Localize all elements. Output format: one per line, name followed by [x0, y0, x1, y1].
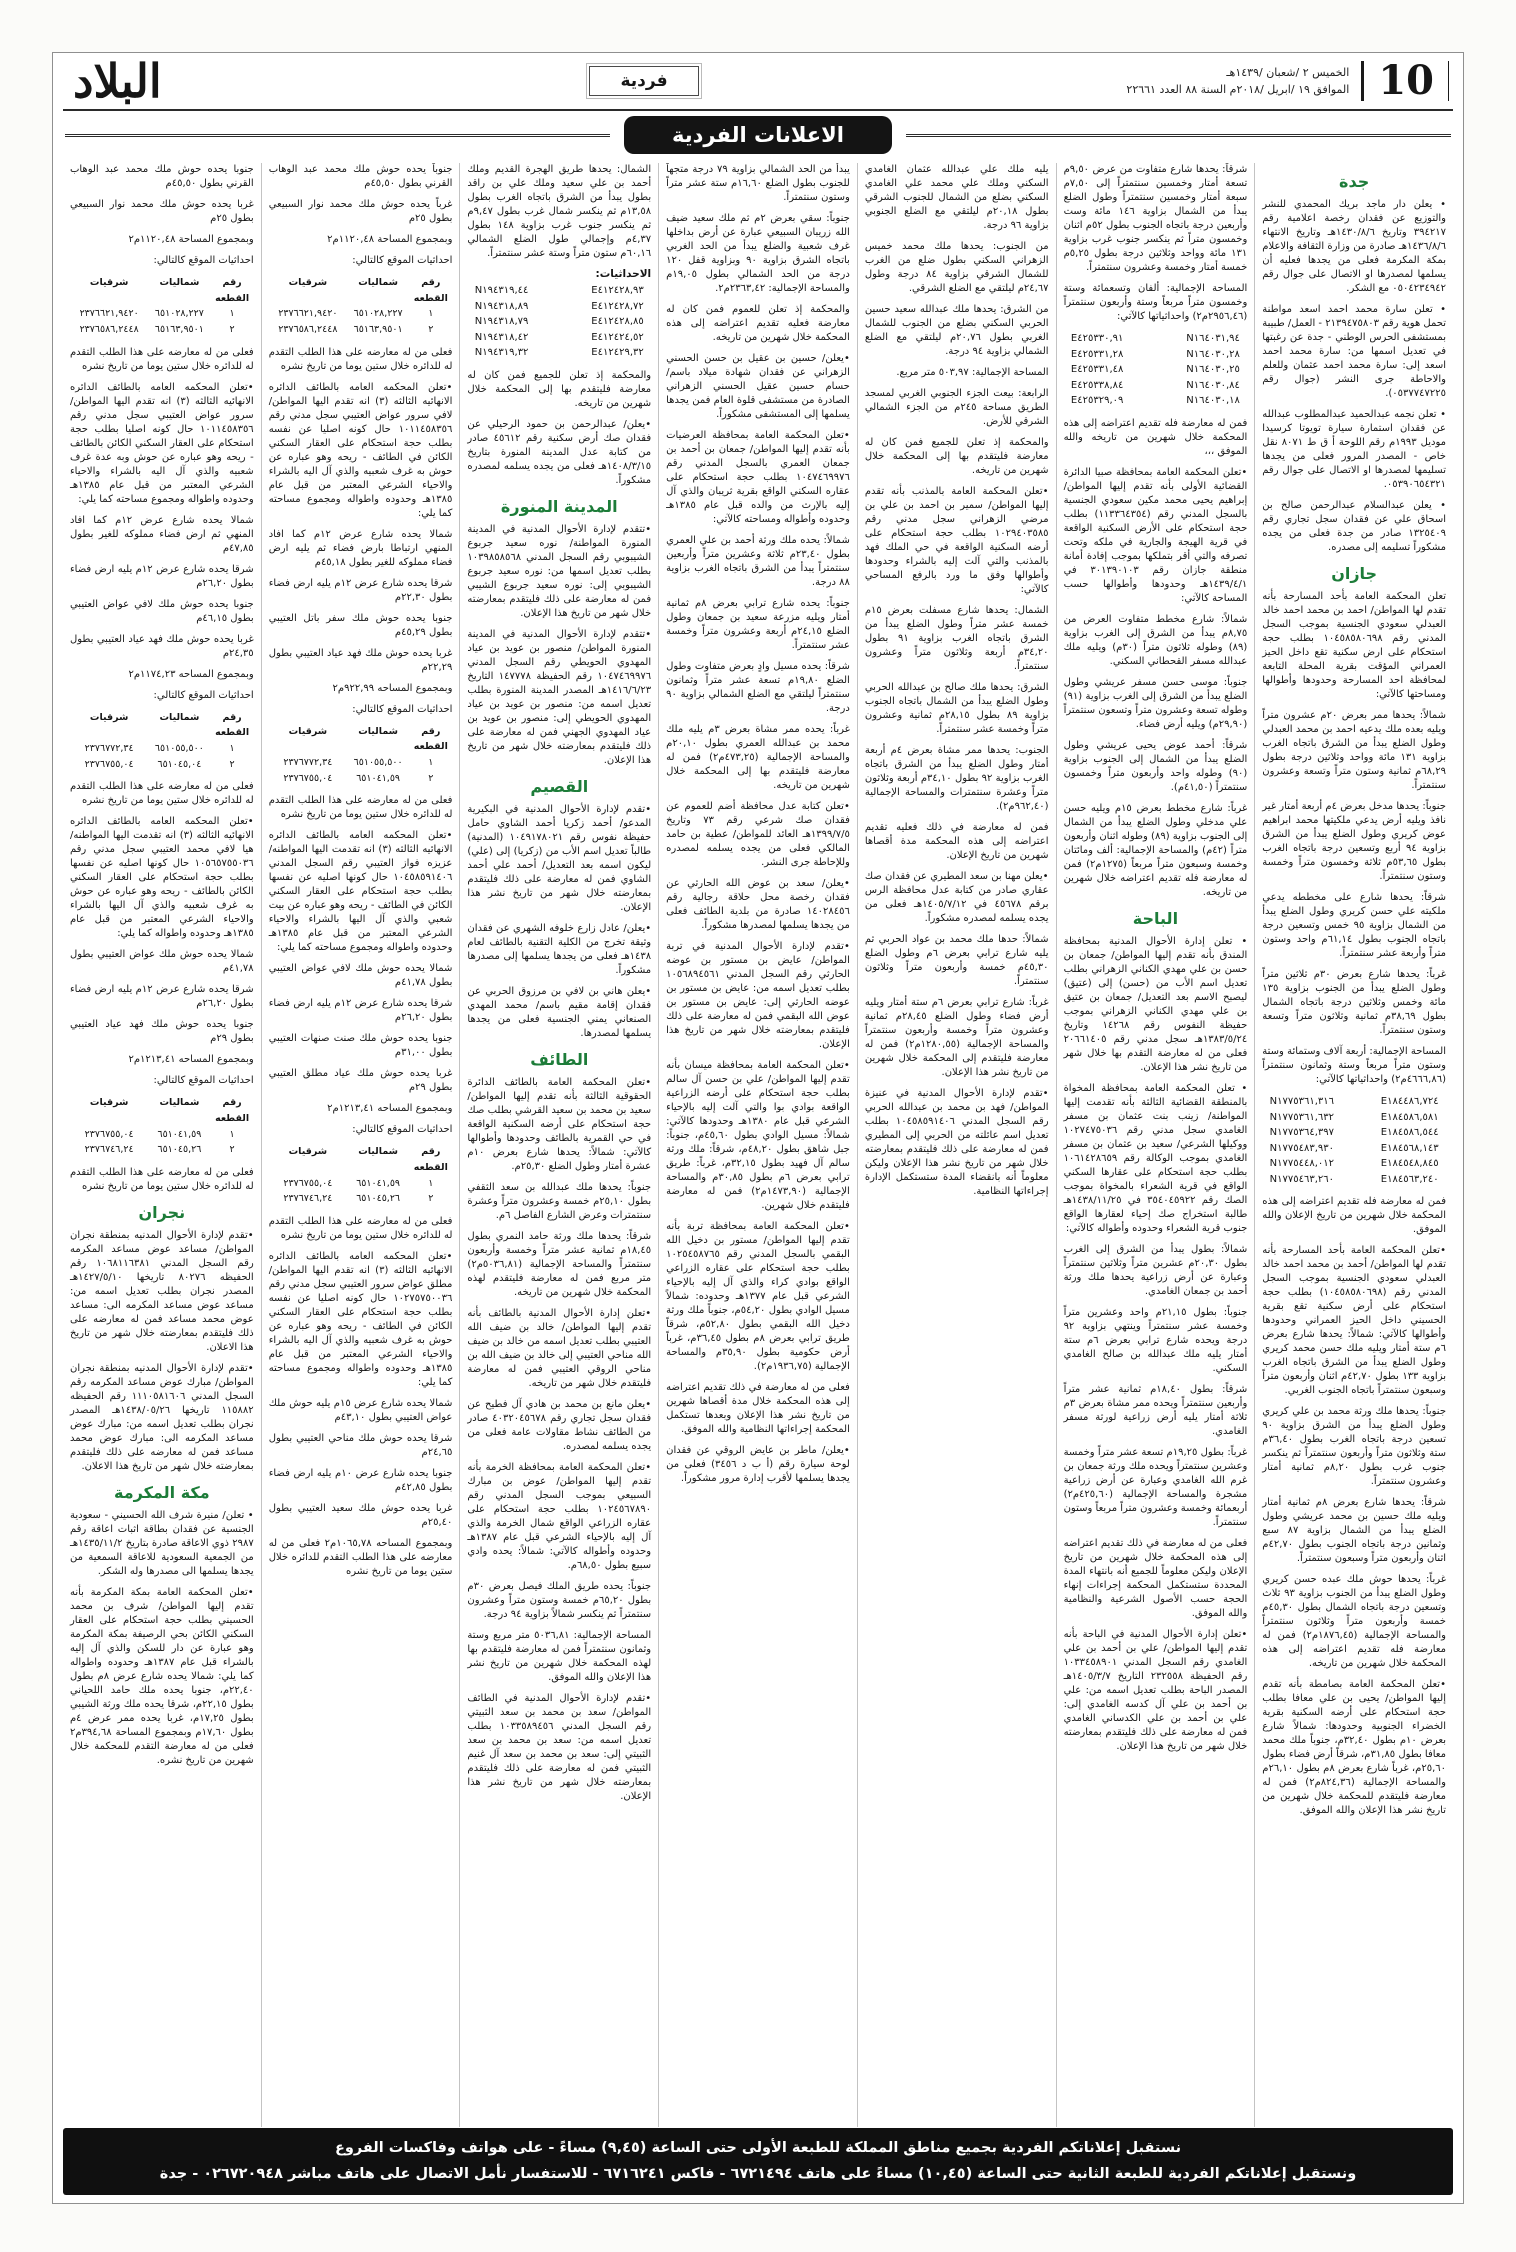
plot-table-cell: ٢ [428, 324, 434, 336]
ad-paragraph: جنوباً: يحدها مدخل بعرض ٤م أربعة أمتار غير نافذ ويليه أرض يدعي ملكيتها محمد ابراهيم عوض كريري وطول الضلع يبدأ من الشرق بزاوية ٩٤ أربع وتسعين درجة باتجاه الغرب بطول ٥٣,٦٥م ثلاثة وخمسون متراً وخمسة وستون سنتمتراً. [1262, 801, 1446, 882]
plot-coordinates-table [271, 724, 451, 787]
ad-paragraph: غرباً يحده حوش ملك محمد نوار السبيعي بطول ٢٥م [268, 199, 453, 224]
ad-paragraph: والمحكمة إذ تعلن للعموم فمن كان له معارضة فعليه تقديم اعتراضه إلى هذه المحكمة خلال شهرين من تاريخه. [666, 304, 850, 343]
ad-paragraph: شمالا يحده حوش ملك لافي عواض العتيبي بطول ٤١,٧٨م [268, 963, 453, 989]
ad-paragraph: وبمجموع المساحة ١١٢٠,٤٨م٢ [128, 234, 254, 245]
ad-paragraph: •يعلن هاني بن لافي بن مرزوق الحربي عن فقدان إقامة مقيم باسم/ محمد المهدي الصنعاني يمني الجنسية فعلى من يجدها يسلمها لمصدرها. [467, 985, 652, 1039]
ad-paragraph: فمن له معارضة فله تقديم اعتراضه إلى هذه المحكمة خلال شهرين من تاريخه والله الموفق ،،، [1063, 417, 1248, 457]
plot-table-row [72, 1142, 252, 1158]
section-heading: جدة [1339, 172, 1370, 191]
plot-table-cell: ٢٣٧٦٧٥٥,٠٤ [283, 772, 333, 784]
ad-paragraph: •تعلن المحكمه العامه بالطائف الدائره الانهائيه الثالثه (٣) انه تقدم اليها المواطن/ مطلق عواض سرور العتيبي سجل مدني رقم ١٠٢٧٥٧٥٠٠٣٦ حال كونه اصليا عن نفسه بطلب حجة استحكام على العقار السكني الكائن في الطائف - ريحه وهو عباره عن حوش به غرف شعبيه والذي آل اليه بالشراء والاحياء الشرعي المعتبر من قبل عام ١٣٨٥هـ وحدوده واطواله ومجموع مساحته كما يلي: [268, 1251, 453, 1389]
ad-paragraph: •تقدم لإدارة الأحوال المدنية في الطائف المواطن/ سعد بن محمد بن سعد الثبيتي رقم السجل المدني ١٠٣٣٥٨٩٤٥٦ بطلب تعديل اسمه من: سعد بن محمد بن سعد الثبيتي إلى: سعد بن محمد بن سعد آل غنيم الثبيتي فمن له معارضة على ذلك فليتقدم بمعارضته خلال شهر من تاريخ نشر هذا الإعلان. [467, 1692, 652, 1802]
plot-table-row [72, 741, 252, 757]
ad-paragraph: المساحة الإجمالية: ٥٠٣٦,٨١ متر مربع وستة وثمانون سنتمتراً فمن له معارضة فليتقدم بها لهذه المحكمة خلال شهرين من تاريخ نشر هذا الإعلان والله الموفق. [467, 1629, 652, 1683]
ad-paragraph: شرقا يحده شارع عرض ١٢م يليه ارض فضاء بطول ٢٦,٢٠م [69, 563, 254, 589]
ad-paragraph: غربا يحده حوش ملك عياد مطلق العتيبي بطول ٢٩م [268, 1068, 453, 1094]
coordinates-row [475, 299, 644, 315]
coordinate-value: E١٨٤٥٨٦,٥٤٤ [1380, 1127, 1439, 1138]
plot-table-header [72, 275, 252, 306]
ad-paragraph: غرباً: يحدها شارع بعرض ٣٠م ثلاثين متراً وطول الضلع يبدأ من الجنوب بزاوية ١٣٥ مائة وخمس وثلاثين درجة باتجاه الشمال بطول ٣٨,٦٩م ثمانية وثلاثون متراً وتسعة وستون سنتمتراً. [1262, 969, 1446, 1036]
plot-table-cell: ٢٣٧٦٧٥٥,٠٤ [283, 1177, 333, 1189]
coordinates-table [475, 283, 644, 361]
ad-paragraph: جنوباً: يحدها ملك ورثة محمد بن علي كريري وطول الضلع يبدأ من الشرق بزاوية ٩٠ تسعين درجة باتجاه الغرب بطول ٣٦,٤٠م ستة وثلاثون متراً وأربعون سنتمتراً ثم ينكسر جنوب غرب بطول ٨,٢٠م ثمانية أمتار وعشرون سنتمتراً. [1262, 1406, 1446, 1487]
plot-table-cell: ٢ [428, 772, 434, 784]
plot-coordinates-table [271, 1144, 451, 1207]
column-6 [262, 163, 461, 2127]
coordinate-value: E٤٢٥٣٣١,٢٨ [1070, 348, 1124, 360]
coordinate-value: E٤٢٥٣٣١,٤٨ [1070, 364, 1124, 375]
ad-paragraph: فعلى من له معارضه على هذا الطلب التقدم له للدائره خلال ستين يوما من تاريخ نشره [268, 795, 453, 821]
plot-table-cell: ٦٥١٠٥٥,٥٠٠ [353, 757, 403, 769]
ad-paragraph: شرقا يحده حوش ملك مناحي العتيبي بطول ٢٤,٦٥م [268, 1433, 453, 1459]
ad-paragraph: شرقاً: يحدها شارع بعرض ٨م ثمانية أمتار ويليه ملك حسين بن محمد عريشي وطول الضلع يبدأ من الشمال بزاوية ٨٧ سبع وثمانين درجة باتجاه الجنوب بطول ٤٢,٧٠م اثنان وأربعون متراً وسبعون سنتمتراً. [1262, 1497, 1446, 1564]
section-heading: نجران [138, 1203, 186, 1223]
plot-table-header-cell: شرقيات [288, 1146, 328, 1158]
ad-paragraph: •تعلن المحكمة العامة بمحافظة ميسان بأنه تقدم إليها المواطن/ علي بن حسن آل سالم بطلب حجة استحكام على أرضه الزراعية الواقعة بوادي بوا والتي آلت إليه بالإحياء الشرعي قبل عام ١٣٨٠هـ وحدودها كالآتي: شمالاً: مسيل الوادي بطول ٤٥,٦٠م، جنوباً: جبل شاهق بطول ٤٨,٢٠م، شرقاً: ملك ورثة سالم آل فهيد بطول ٣٢,١٥م، غرباً: طريق ترابي بعرض ٦م بطول ٣٠,٨٥م والمساحة الإجمالية (١٤٧٣,٩٠م٢) فمن له معارضة فليتقدم خلال شهرين. [666, 1060, 850, 1211]
plot-table-cell: ٦٥١٠٢٨,٢٢٧ [353, 308, 403, 320]
ad-paragraph: شمالاً: يحده ملك ورثة أحمد بن علي العمري بطول ٢٣,٤٠م ثلاثة وعشرين متراً وأربعين سنتمتراً يبدأ من الشرق باتجاه الغرب بزاوية ٨٨ درجة. [666, 535, 850, 588]
plot-table-cell: ١ [428, 757, 434, 769]
coordinates-row [475, 283, 644, 299]
ad-paragraph: شمالا يحده شارع عرض ١٢م كما افاد المنهي ارتباطا بارض فضاء ثم يليه ارض فضاء مملوكه للغير بطول ٤٥,١٨م [268, 528, 453, 568]
plot-table-header-cell: رقم القطعه [215, 711, 250, 739]
page-title-banner: الاعلانات الفردية [624, 116, 892, 154]
plot-table-row [271, 1191, 451, 1207]
plot-table-cell: ١ [428, 308, 434, 320]
coordinate-value: E١٨٤٥٨٦,٥٨١ [1380, 1111, 1439, 1123]
ad-paragraph: احداثيات الموقع كالتالي: [153, 1075, 254, 1087]
ad-paragraph: فعلى من له معارضة في ذلك تقديم اعتراضه إلى هذه المحكمة خلال شهرين من تاريخ الإعلان وليكن معلوماً للجميع أنه بانتهاء المدة المحددة ستستكمل المحكمة إجراءات إنهاء الحجة حسب الأصول الشرعية والنظامية والله الموفق. [1063, 1537, 1248, 1619]
coordinate-value: E٤١٢٤٢٨,٧٢ [591, 300, 644, 312]
ad-paragraph: احداثيات الموقع كالتالي: [352, 703, 453, 715]
ad-paragraph: الشرق: يحدها ملك صالح بن عبدالله الحربي وطول الضلع يبدأ من الشمال باتجاه الجنوب بزاوية ٨٩ بطول ٢٨,١٥م ثمانية وعشرون متراً وخمسة عشر سنتمتراً. [864, 682, 1049, 735]
ad-paragraph: غربا يحده حوش ملك سعيد العتيبي بطول ٢٥,٤٠م [268, 1503, 453, 1529]
coordinates-row [1071, 378, 1240, 394]
section-heading: جازان [1331, 564, 1378, 583]
plot-table-header-cell: رقم القطعه [413, 277, 448, 304]
ad-paragraph: غربا يحده حوش ملك فهد عياد العتيبي بطول ٢٤,٣٥م [69, 633, 254, 659]
plot-table-header-cell: شماليات [358, 1146, 399, 1158]
plot-coordinates-table [271, 275, 451, 338]
footer-line2: ونستقبل إعلاناتكم الفردية للطبعة الثانية حتى الساعة (١٠,٤٥) مساءً على هاتف ٦٧٢١٤٩٤ - فاكس ٦٧١٦٢٤١ - للاستفسار نأمل الاتصال على هاتف مباشر ٠٢٦٧٢٠٩٤٨ - جدة [159, 2165, 1357, 2182]
ad-paragraph: •تقدم لإدارة الأحوال المدنيه بمنطقة نجران المواطن/ مبارك عوض مساعد المكرمه رقم السجل المدني ١١١٠٥٨١٦٠٦ رقم الحفيظه ١١٥٨٨٢ تاريخها ١٤٣٨/٠٥/٢٦هـ المصدر نجران بطلب تعديل اسمه من: مبارك عوض مساعد المكرمه الى: مبارك عوض محمد مساعد فمن له معارضه على ذلك فليتقدم بمعارضته خلال شهر من تاريخ هذا الاعلان. [69, 1363, 254, 1473]
plot-table-cell: ١ [229, 743, 235, 755]
plot-table-header-cell: شماليات [358, 277, 399, 288]
plot-table-cell: ٢٣٧٦٦٢١,٩٤٢٠ [79, 308, 139, 320]
ad-paragraph: •تعلن المحكمه العامه بالطائف الدائره الانهائيه الثالثه (٣) انه تقدم اليها المواطن/ سرور عواض العتيبي سجل مدني رقم ١٠١١٤٥٨٣٥٦ حال كونه اصليا بطلب حجة استحكام على العقار السكني الكائن بالطائف - ريحه وهو عباره عن حوش وبه عدة غرف شعبيه والذي آل اليه بالشراء والاحياء الشرعي المعتبر من قبل عام ١٣٨٥هـ وحدوده واطواله ومجموع مساحته كما يلي: [69, 381, 254, 505]
ad-paragraph: احداثيات الموقع كالتالي: [352, 1124, 453, 1136]
plot-table-cell: ٢٣٧٦٧٧٢,٣٤ [84, 743, 134, 755]
plot-table-cell: ٢ [229, 324, 235, 336]
plot-table-cell: ٢٣٧٦٥٨٦,٢٤٤٨ [79, 324, 139, 336]
column-5 [460, 163, 659, 2127]
coordinate-value: N١٧٧٥٣٦٤,٣٩٧ [1269, 1127, 1335, 1138]
page-frame [52, 52, 1464, 2204]
ad-paragraph: • تعلن إدارة الأحوال المدنية بمحافظة المندق بأنه تقدم إليها المواطن/ جمعان بن حسن بن علي مهدي الكناني الزهراني بطلب تعديل اسم الأب من (حسن) إلى (عتيق) ليصبح الاسم بعد التعديل/ جمعان بن عتيق بن علي مهدي الكناني الزهراني بموجب حفيظة النفوس رقم ١٤٢٦٨ وتاريخ ١٣٨٣/٥/٢٤هـ سجل مدني رقم ٢٠٦٦١٤٠٥ فعلى من له معارضة التقدم بها خلال شهر من تاريخ نشر هذا الإعلان. [1063, 935, 1248, 1073]
coordinates-row [1270, 1141, 1439, 1157]
ad-paragraph: جنوبا يحده حوش ملك لافي عواض العتيبي بطول ٤٦,١٥م [69, 598, 254, 624]
section-heading: الباحة [1132, 908, 1179, 928]
ad-paragraph: شمالا يحده شارع عرض ١٥م يليه حوش ملك عواض العتيبي بطول ٤٣,١٠م [268, 1398, 453, 1424]
ad-paragraph: شمالاً: يحدها ممر بعرض ٢٠م عشرون متراً ويليه بعده ملك يدعيه احمد بن محمد العبدلي وطول الضلع يبدأ من الشرق باتجاه الغرب بزاوية ١٣١ مائة وواحد وثلاثين درجة بطول ٦٨,٢٩م ثمانية وستون متراً وتسعة وعشرون سنتمتراً. [1262, 710, 1447, 791]
ad-paragraph: جنوباً: بطول ٢١,١٥م واحد وعشرين متراً وخمسة عشر سنتمتراً وينتهي بزاوية ٩٢ درجة ويحده شارع ترابي بعرض ٦م ستة أمتار يليه ملك عبدالله بن صالح الغامدي السكني. [1063, 1306, 1248, 1374]
ad-paragraph: من الجنوب: يحدها ملك محمد خميس الزهراني السكني بطول ضلع من الغرب للشمال الشرقي بزاوية ٨٤ درجة وطول ٢٤,٦٧م ليلتقي مع الضلع الشرقي. [864, 241, 1049, 294]
coordinates-row [1270, 1172, 1439, 1188]
ad-paragraph: وبمجموع المساحه ١٠٦٥,٧٨م٢ فعلى من له معارضه على هذا الطلب التقدم للدائره خلال ستين يوما من تاريخ نشره [268, 1538, 453, 1578]
coordinates-row [1071, 347, 1240, 363]
coordinates-row [475, 345, 644, 361]
ad-paragraph: • يعلن عبدالسلام عبدالرحمن صالح بن اسحاق علي عن فقدان سجل تجاري رقم ١٣٢٥٤٠٩ صادر من جدة فعلى من يجده مشكوراً تسليمه إلى مصدره. [1262, 500, 1446, 553]
section-heading: القصيم [530, 776, 589, 796]
plot-table-header-cell: رقم القطعه [215, 1097, 250, 1125]
ad-paragraph: غربا يحده حوش ملك فهد عياد العتيبي بطول ٢٢,٢٩م [268, 647, 453, 673]
coordinate-value: E٤٢٥٣٣٠,٩١ [1070, 333, 1124, 344]
coordinate-value: E١٨٤٥٦٣,٢٤٠ [1380, 1173, 1439, 1185]
plot-table-header-cell: شرقيات [89, 711, 129, 723]
ad-paragraph: غرباً: يحده ممر مشاة بعرض ٣م يليه ملك محمد بن عبدالله العمري بطول ٢٠,١٠م والمساحة الإجمالية (٤٧٣,٢٥م٢) فمن له معارضة فليتقدم بها إلى المحكمة خلال شهرين من تاريخه. [666, 724, 850, 791]
ad-paragraph: والمحكمة إذ تعلن للجميع فمن كان له معارضة فليتقدم بها إلى المحكمة خلال شهرين من تاريخه. [864, 437, 1049, 476]
plot-table-cell: ٦٥١٠٤٥,٠٤ [157, 758, 202, 770]
ad-paragraph: المساحة الإجمالية: أربعة آلاف وستمائة وستة وستون متراً مربعاً وستة وثمانون سنتمتراً (٤٦٦٦,٨٦م٢) واحداثياتها كالآتي: [1262, 1046, 1446, 1085]
ad-paragraph: •يعلن/ سعد بن عوض الله الحارثي عن فقدان رخصة محل حلاقة رجالية رقم ١٤٠٢٨٤٥٦ صادرة من بلدية الطائف فعلى من يجدها يسلمها لمصدرها مشكوراً. [666, 878, 850, 931]
coordinate-value: E٤٢٥٣٣٨,٨٤ [1070, 379, 1124, 391]
ad-paragraph: شمالاً: شارع مخطط متفاوت العرض من ٨,٧٥م يبدأ من الشرق إلى الغرب بزاوية (٨٩) وطوله ثلاثون متراً (٣٠م) ويليه ملك عبدالله مسفر القحطاني السكني. [1063, 613, 1248, 667]
coordinates-row [1071, 362, 1240, 378]
date-line: الخميس ٢ /شعبان /١٤٣٩هـ [1226, 65, 1350, 79]
ad-paragraph: •تقدم لإدارة الأحوال المدنية في البكيرية المدعو/ أحمد زكريا أحمد الشاوي حامل حفيظة نفوس رقم ١٠٤٩١٧٨٠٢١ (المدنية) طالباً تعديل اسم الأب من (زكريا) إلى (علي) ليكون اسمه بعد التعديل/ أحمد علي أحمد الشاوي فمن له معارضة على ذلك فليتقدم بمعارضته خلال شهر من تاريخ نشر هذا الإعلان. [467, 803, 652, 913]
coordinate-value: E١٨٤٥٤٨,٨٤٥ [1380, 1158, 1439, 1169]
ad-paragraph: جنوبا يحده حوش ملك صنت صنهات العتيبي بطول ٣١,٠٠م [268, 1033, 453, 1059]
coordinates-table [1071, 331, 1240, 409]
plot-table-header-cell: شماليات [159, 711, 200, 723]
ad-paragraph: وبمجموع المساحه ٩٢٢,٩٩م٢ [332, 682, 453, 694]
plot-table-header-cell: شماليات [358, 725, 399, 737]
plot-table-cell: ٢٣٧٦٧٤٦,٢٤ [283, 1193, 333, 1205]
banner-rule-left [65, 134, 610, 137]
ad-paragraph: •يعلن/ عادل زارع خلوفه الشهري عن فقدان وثيقة تخرج من الكلية التقنية بالطائف لعام ١٤٣٨هـ فعلى من يجدها يسلمها إلى مصدرها مشكوراً. [467, 922, 652, 976]
coordinate-value: N١٧٧٥٤٤٨,٠١٢ [1269, 1158, 1335, 1169]
ad-paragraph: •تتقدم لإدارة الأحوال المدنية في المدينة المنورة المواطن/ منصور بن عويد بن عياد المهدوي الحويطي رقم السجل المدني ١٠٤٧٤٦٩٩٧٦ رقم الحفيظة ١٤٧٧٧٨ التاريخ ١٤١٦/٦/٢٣هـ المصدر المدينة المنورة بطلب تعديل اسمه من: منصور بن عويد بن عياد المهدوي الحويطي إلى: منصور بن عويد بن عياد المهدوي الجهني فمن له معارضة على ذلك فليتقدم بمعارضته خلال شهر من تاريخ هذا الإعلان. [467, 628, 652, 766]
ad-paragraph: •تعلن إدارة الأحوال المدنية بالطائف بأنه تقدم إليها المواطن/ خالد بن ضيف الله العتيبي بطلب تعديل اسمه من خالد بن ضيف الله مناحي العتيبي إلى خالد بن ضيف الله بن مناحي الروقي العتيبي فمن له معارضة فليتقدم خلال شهر من تاريخه. [467, 1307, 652, 1389]
ad-paragraph: •يعلن/ عبدالرحمن بن حمود الرحيلي عن فقدان صك أرض سكنية رقم ٤٥٦١٢ صادر من كتابة عدل المدينة المنورة بتاريخ ١٤٠٨/٣/١٥هـ فعلى من يجده يسلمه لمصدره مشكوراً. [467, 418, 652, 486]
ad-paragraph: شرقا يحده شارع عرض ١٢م يليه ارض فضاء بطول ٢٦,٢٠م [69, 984, 254, 1010]
ad-paragraph: شرقاً: أحمد عوض يحيى عريشي وطول الضلع يبدأ من الشمال إلى الجنوب بزاوية (٩٠) وطوله واحد وأربعون متراً وخمسون سنتمتراً (٤١,٥٠م). [1063, 739, 1248, 793]
ad-paragraph: فعلى من له معارضه على هذا الطلب التقدم له للدائره خلال ستين يوما من تاريخ نشره [69, 346, 254, 372]
coordinate-value: N١٧٧٥٤٦٣,٢٦٠ [1269, 1173, 1335, 1185]
page-number: 10 [1361, 61, 1449, 101]
ad-paragraph: وبمجموع المساحة ١١٢٠,٤٨م٢ [327, 234, 453, 245]
ad-paragraph: غرباً: شارع ترابي بعرض ٦م ستة أمتار ويليه أرض فضاء وطول الضلع ٢٨,٤٥م ثمانية وعشرون متراً وخمسة وأربعون سنتمتراً والمساحة الإجمالية (١٢٨٠,٥٥م٢) فمن له معارضة فليتقدم إلى المحكمة خلال شهرين من تاريخ نشر هذا الإعلان. [864, 997, 1049, 1078]
plot-table-row [271, 771, 451, 787]
coordinates-row [1071, 393, 1240, 409]
plot-table-cell: ١ [229, 308, 235, 320]
ad-paragraph: غربا يحده حوش ملك محمد نوار السبيعي بطول ٢٥م [69, 199, 254, 224]
column-1 [1255, 163, 1453, 2127]
plot-table-header-cell: شرقيات [89, 277, 129, 288]
plot-table-row [72, 757, 252, 773]
ad-paragraph: الشمال: يحدها شارع مسفلت بعرض ١٥م خمسة عشر متراً وطول الضلع يبدأ من الشرق باتجاه الغرب بزاوية ٩١ بطول ٣٤,٢٠م أربعة وثلاثون متراً وعشرون سنتمتراً. [864, 605, 1049, 672]
coordinate-value: E٤١٢٤٢٨,٨٥ [591, 316, 644, 327]
ad-paragraph: غرباً: يحدها حوش ملك عبده حسن كريري وطول الضلع يبدأ من الجنوب بزاوية ٩٣ ثلاث وتسعين درجة باتجاه الشمال بطول ٤٥,٣٠م خمسة وأربعون متراً وثلاثون سنتمتراً والمساحة الإجمالية (١٨٧٦,٤٥م٢) فمن له معارضة فله تقديم اعتراضه إلى هذه المحكمة خلال شهرين من تاريخه. [1262, 1574, 1447, 1669]
ad-paragraph: يبدأ من الحد الشمالي بزاوية ٧٩ درجة متجهاً للجنوب بطول الضلع ١٦,٦٠م ستة عشر متراً وستون سنتمتراً. [666, 164, 850, 203]
plot-table-cell: ٢٣٧٦٥٨٦,٢٤٤٨ [278, 324, 338, 336]
ad-paragraph: • تعلن نجمه عبدالحميد عبدالمطلوب عبدالله عن فقدان استمارة سيارة تويوتا كرسيدا موديل ١٩٩٣م رقم اللوحة أ ق ط ٨٠٧١ نقل خاص - المصدر المرور فعلى من يجدها تسليمها لمصدرها او الاتصال على جوال رقم ٠٥٣٩٠٦٥٤٣٢١. [1262, 409, 1446, 490]
coordinates-label: الاحداثيات: [595, 268, 652, 280]
ad-paragraph: فعلى من له معارضه على هذا الطلب التقدم له للدائره خلال ستين يوما من تاريخ نشره [69, 781, 254, 807]
issue-line: الموافق ١٩ /ابريل /٢٠١٨م السنة ٨٨ العدد ٢٢٦٦١ [1126, 83, 1350, 96]
ad-paragraph: شرقاً: يحدها ملك ورثة حامد النمري بطول ١٨,٤٥م ثمانية عشر متراً وخمسة وأربعون سنتمتراً والمساحة الإجمالية (٥٠٣٦,٨١م٢) متر مربع فمن له معارضة فليتقدم لهذه المحكمة خلال شهرين من تاريخه. [467, 1230, 652, 1298]
plot-table-header-cell: شرقيات [89, 1097, 129, 1109]
plot-table-cell: ١ [428, 1177, 434, 1189]
ad-paragraph: •تعلن المحكمة العامة بمحافظة الخرمة بأنه تقدم إليها المواطن/ عوض بن مبارك السبيعي بموجب السجل المدني رقم ١٠٢٤٥٦٧٨٩٠ بطلب حجة استحكام على عقاره الزراعي الواقع شمال الخرمة والذي آل إليه بالإحياء الشرعي قبل عام ١٣٨٧هـ وحدوده وأطواله كالآتي: شمالاً: يحده وادي سبيع بطول ٦٨,٥٠م. [467, 1461, 652, 1571]
ad-paragraph: •تتقدم لإدارة الأحوال المدنية في المدينة المنورة المواطنة/ نوره سعيد جربوع الشيبوبي رقم السجل المدني ١٠٣٩٨٥٨٥٦٨ بطلب تعديل اسمها من: نوره سعيد جربوع الشيبوبي إلى: نوره سعيد جربوع الشيبي فمن له معارضة على ذلك فليتقدم بمعارضته خلال شهر من تاريخ هذا الإعلان. [467, 523, 652, 619]
ad-paragraph: شمالا يحده حوش ملك عواض العتيبي بطول ٤١,٧٨م [69, 949, 254, 975]
coordinate-value: E٤٢٥٣٢٩,٠٩ [1070, 395, 1124, 406]
ad-paragraph: تعلن المحكمة العامة بأحد المسارحة بأنه تقدم لها المواطن/ احمد بن محمد احمد خالد العبدلي سعودي الجنسية بموجب السجل المدني رقم ١٠٤٥٨٥٨٠٦٩٨ بطلب حجة استحكام على ارض سكنية تقع داخل الحيز العمراني المؤقت بقرية المحلة التابعة لمحافظة احد المسارحة وحدودها وأطوالها ومساحتها كالآتي: [1262, 591, 1446, 700]
plot-coordinates-table [72, 710, 252, 773]
ad-paragraph: شمالا يحده شارع عرض ١٢م كما افاد المنهي ثم ارض فضاء مملوكه للغير بطول ٤٧,٨٥م [69, 514, 254, 554]
plot-table-header [271, 724, 451, 755]
ad-paragraph: احداثيات الموقع كالتالي: [153, 255, 254, 266]
ad-paragraph: المساحة الإجمالية: ألفان وتسعمائة وستة وخمسون متراً مربعاً وستة وأربعون سنتمتراً (٢٩٥٦,٤٦م٢) واحداثياتها كالآتي: [1063, 283, 1248, 322]
plot-table-cell: ٢٣٧٦٦٢١,٩٤٢٠ [278, 308, 338, 320]
ad-paragraph: •تعلن المحكمة العامة بمحافظة العرضيات بأنه تقدم إليها المواطن/ جمعان بن أحمد بن جمعان العمري بالسجل المدني رقم ١٠٤٧٤٦٩٩٧٦ بطلب حجة استحكام على عقاره السكني الواقع بقرية ثريبان والذي آل إليه بالإرث من والده قبل عام ١٣٨٥هـ وحدوده وأطواله ومساحته كالآتي: [666, 430, 850, 525]
plot-table-cell: ٢٣٧٦٧٤٦,٢٤ [84, 1144, 134, 1156]
ad-paragraph: • تعلن المحكمة العامة بمحافظة المخواة بالمنطقة القضائية الثالثة بأنه تقدمت إليها المواطنة/ زينب بنت عثمان بن مسفر الغامدي سجل مدني رقم ١٠٢٧٤٧٥٠٣٦ ووكيلها الشرعي/ سعيد بن عثمان بن مسفر الغامدي بموجب الوكالة رقم ١٠٦١٤٢٨٦٥٩ بطلب حجة استحكام على عقارها السكني الواقع في قرية الشعراء بالمخواة بموجب الصك رقم ٣٥٤٠٤٥٩٢٢ في ١٤٣٨/١١/٢٥هـ طالبة استخراج صك إحياء لعقارها الواقع جنوب قرية الشعراء وحدوده وأطواله كالآتي: [1063, 1082, 1248, 1234]
ad-paragraph: • يعلن دار ماجد بريك المحمدي للنشر والتوزيع عن فقدان رخصة اعلامية رقم ٣٩٤٢١٧ وتاريخ ١٤٣٠/٨/٦هـ وتاريخ الانتهاء ١٤٣٦/٨/٦هـ صادرة من وزارة الثقافة والاعلام بمكة المكرمة فعلى من يجدها فعليه أن يسلمها لمصدرها او الاتصال على جوال رقم ٠٥٠٤٢٣٤٩٤٢ مع الشكر. [1262, 199, 1446, 294]
ad-paragraph: شرقاً: بطول ١٨,٤٠م ثمانية عشر متراً وأربعين سنتمتراً ويحده ممر مشاة بعرض ٣م ثلاثة أمتار يليه أرض زراعية لورثة مسفر الغامدي. [1063, 1383, 1248, 1437]
newspaper-logo: البلاد [73, 54, 162, 108]
ad-paragraph: وبمجموع المساحه ١٢١٣,٤١م٢ [128, 1054, 254, 1066]
ad-paragraph: وبمجموع المساحه ١١٧٤,٢٣م٢ [128, 668, 254, 680]
plot-table-cell: ٢ [428, 1193, 434, 1205]
plot-table-row [271, 1176, 451, 1192]
plot-table-row [271, 755, 451, 771]
plot-table-header-cell: رقم القطعه [413, 725, 448, 753]
ad-paragraph: من الشرق: يحدها ملك عبدالله سعيد حسين الحربي السكني بضلع من الجنوب للشمال الغربي بطول ٢٠,٧٦م ليلتقي مع الضلع الشمالي بزاوية ٩٤ درجة. [864, 304, 1049, 357]
plot-table-header [271, 1144, 451, 1175]
ad-paragraph: •تقدم لإدارة الأحوال المدنية في تربة المواطن/ عايض بن مستور بن عوضه الحارثي رقم السجل المدني ١٠٥٦٨٩٤٥٦١ بطلب تعديل اسمه من: عايض بن مستور بن عوضه الحارثي إلى: عايض بن مستور بن عوض الله البقمي فمن له معارضة على ذلك فليتقدم بمعارضته خلال شهر من تاريخ هذا الإعلان. [666, 941, 850, 1050]
coordinate-value: N١٩٤٣١٨,٧٩ [474, 316, 529, 327]
ad-paragraph: •تعلن المحكمه العامه بالطائف الدائره الانهائيه الثالثه (٣) انه تقدم اليها المواطن/ لافي سرور عواض العتيبي سجل مدني رقم ١٠١١٤٥٨٣٥٦ حال كونه اصليا عن نفسه بطلب حجة استحكام على العقار السكني الكائن في الطائف - ريحه وهو عباره عن حوش به غرف شعبيه والذي آل اليه بالشراء والاحياء الشرعي المعتبر من قبل عام ١٣٨٥هـ وحدوده واطواله ومجموع مساحته كما يلي: [268, 381, 453, 519]
ad-paragraph: المساحة الإجمالية: ٥٠٣,٩٧ متر مربع. [896, 367, 1049, 378]
ad-paragraph: جنوباً: موسى حسن مسفر عريشي وطول الضلع يبدأ من الشرق إلى الغرب بزاوية (٩١) وطوله تسعة وعشرون متراً وتسعون سنتمتراً (٢٩,٩٠م) ويليه أرض فضاء. [1063, 676, 1248, 730]
ad-paragraph: شرقا يحده شارع عرض ١٢م يليه ارض فضاء بطول ٢٦,٢٠م [268, 998, 453, 1024]
ad-paragraph: جنوباً: يحده شارع ترابي بعرض ٨م ثمانية أمتار ويليه مزرعة سعيد بن جمعان وطول الضلع ٢٤,١٥م أربعة وعشرون متراً وخمسة عشر سنتمتراً. [666, 598, 850, 651]
coordinate-value: E١٨٤٤٨٦,٧٢٤ [1380, 1096, 1439, 1107]
ad-paragraph: •تعلن المحكمة العامة بصامطة بأنه تقدم إليها المواطن/ يحيى بن علي معافا بطلب حجة استحكام على أرضه السكنية بقرية الخضراء الجنوبية وحدودها: شمالاً شارع بعرض ١٠م بطول ٣٢,٤٠م، جنوباً ملك محمد معافا بطول ٣١,٨٥م، شرقاً أرض فضاء بطول ٢٥,٦٠م، غرباً شارع بعرض ٨م بطول ٢٦,١٠م والمساحة الإجمالية (٨٢٤,٣٦م٢) فمن له معارضة فليتقدم للمحكمة خلال شهرين من تاريخ نشر هذا الإعلان والله الموفق. [1262, 1679, 1447, 1816]
plot-table-cell: ٦٥١٠٥٥,٥٠٠ [154, 743, 204, 755]
plot-table-row [271, 322, 451, 338]
plot-table-cell: ٦٥١٠٢٨,٢٢٧ [154, 308, 204, 320]
plot-table-cell: ٦٥١٠٤١,٥٩ [356, 772, 401, 784]
ad-paragraph: شرقا يحده شارع عرض ١٢م يليه ارض فضاء بطول ٢٢,٣٠م [268, 577, 453, 603]
ad-paragraph: شرقاً: يحدها شارع على مخططه يدعي ملكيته علي حسن كريري وطول الضلع يبدأ من الشمال بزاوية ٩٥ خمس وتسعين درجة باتجاه الجنوب بطول ٦١,١٤م واحد وستون متراً وأربعة عشر سنتمتراً. [1262, 892, 1447, 959]
footer-line1: نستقبل إعلاناتكم الفردية بجميع مناطق المملكة للطبعة الأولى حتى الساعة (٩,٤٥) مساءً - على هواتف وفاكسات الفروع [334, 2140, 1182, 2157]
coordinate-value: N١٩٤٣١٨,٤٢ [474, 331, 529, 343]
ad-paragraph: فعلى من له معارضه على هذا الطلب التقدم له للدائره خلال ستين يوما من تاريخ نشره [69, 1167, 254, 1193]
ad-paragraph: فعلى من له معارضه على هذا الطلب التقدم له للدائره خلال ستين يوما من تاريخ نشره [268, 1216, 453, 1242]
coordinate-value: N١٩٤٣١٩,٤٤ [474, 285, 529, 296]
coordinates-row [475, 330, 644, 346]
plot-coordinates-table [72, 275, 252, 338]
coordinate-value: N١٩٤٣١٨,٨٩ [474, 300, 529, 312]
coordinate-value: N١٦٤٠٣٠,٢٥ [1186, 364, 1240, 375]
ad-paragraph: غرباً: بطول ١٩,٢٥م تسعة عشر متراً وخمسة وعشرين سنتمتراً ويحده ملك ورثة جمعان بن غرم الله الغامدي وعبارة عن أرض زراعية مشجرة والمساحة الإجمالية (٤٢٥,٦٠م٢) أربعمائة وخمسة وعشرون متراً مربعاً وستون سنتمتراً. [1063, 1446, 1248, 1528]
column-2 [1057, 163, 1256, 2127]
ad-paragraph: • تعلن/ منيرة شرف الله الحسيني - سعودية الجنسية عن فقدان بطاقة اثبات اعاقة رقم ٢٩٨٧ ذوي الاعاقة صادرة بتاريخ ١٤٣٥/١١/٢هـ من الجمعية السعودية للاعاقة السمعية من يجدها يسلمها الى مصدرها وله الشكر. [69, 1510, 254, 1578]
ad-paragraph: جنوبا يحده حوش ملك سفر باتل العتيبي بطول ٤٥,٢٩م [268, 612, 453, 638]
ad-paragraph: •تعلن المحكمه العامه بالطائف الدائره الانهائيه الثالثه (٣) انه تقدمت اليها المواطنه/ عزيزه فواز العتيبي رقم السجل المدني ١٠٤٥٨٥٩١٤٠٦ حال كونها اصليه عن نفسها بطلب حجة استحكام على العقار السكني الكائن في الطائف - ريحه وهو عباره عن بيت شعبي والذي آل اليها بالشراء والاحياء الشرعي المعتبر من قبل عام ١٣٨٥هـ وحدوده واطواله ومجموع مساحته كما يلي: [268, 830, 453, 954]
plot-table-row [72, 306, 252, 322]
date-block [1126, 64, 1349, 98]
plot-table-header-cell: رقم القطعه [215, 277, 250, 304]
coordinates-table [1270, 1094, 1439, 1187]
coordinate-value: E٤١٢٤٢٤,٥٢ [591, 331, 644, 343]
ad-paragraph: يليه ملك علي عبدالله عثمان الغامدي السكني وملك علي محمد علي الغامدي السكني بضلع من الشمال للجنوب الشرقي بطول ٢٠,١٨م ليلتقي مع الضلع الجنوبي بزاوية ٩٦ درجة. [864, 164, 1049, 231]
coordinate-value: N١٦٤٠٣٠,٨٤ [1186, 379, 1240, 391]
plot-coordinates-table [72, 1095, 252, 1158]
section-label: فردية [589, 66, 698, 96]
masthead [63, 53, 1453, 111]
ad-paragraph: •تعلن المحكمة العامة بمحافظة تربة بأنه تقدم إليها المواطن/ مستور بن دخيل الله البقمي بالسجل المدني رقم ١٠٢٥٤٥٨٧٦٥ بطلب حجة استحكام على عقاره الزراعي الواقع بوادي كراء والذي آل إليه بالإحياء الشرعي قبل عام ١٣٧٧هـ وحدوده: شمالاً مسيل الوادي بطول ٥٤,٢٠م، جنوباً ملك ورثة دخيل الله البقمي بطول ٥٢,٨٠م، شرقاً طريق ترابي بعرض ٨م بطول ٣٦,٤٥م، غرباً أرض حكومية بطول ٣٥,٩٠م والمساحة الإجمالية (١٩٣٦,٧٥م٢). [666, 1221, 850, 1372]
ad-paragraph: •تعلن المحكمة العامة بمحافظة صبيا الدائرة القضائية الأولى بأنه تقدم إليها المواطن/ إبراهيم يحيى محمد مكين سعودي الجنسية بالسجل المدني رقم (١١٣٣٦٤٣٥٤) بطلب حجة استحكام على الأرض السكنية الواقعة في قرية الهيجة والجارية في ملكه وتحت تصرفه والتي أقر بتملكها بموجب إفادة أمانة منطقة جازان رقم ٣٠١٣٩٠١٠٣ في ١٤٣٩/٤/١هـ وحدودها وأطوالها حسب المساحة كالآتي: [1063, 466, 1248, 604]
ad-paragraph: احداثيات الموقع كالتالي: [352, 255, 453, 266]
columns [63, 163, 1453, 2127]
ad-paragraph: شرقاً: يحده مسيل وادٍ بعرض متفاوت وطول الضلع ١٩,٨٠م تسعة عشر متراً وثمانون سنتمتراً ليلتقي مع الضلع الشمالي بزاوية ٩٠ درجة. [666, 661, 850, 714]
ad-paragraph: جنوبا يحده حوش ملك فهد عياد العتيبي بطول ٢٩م [69, 1019, 254, 1045]
ad-paragraph: •يعلن مهنا بن سعد المطيري عن فقدان صك عقاري صادر من كتابة عدل محافظة الرس برقم ٤٥٦٧٨ في ١٤٠٥/٧/١٢هـ فعلى من يجده يسلمه لمصدره مشكوراً. [864, 871, 1049, 924]
ad-paragraph: الجنوب: يحدها ممر مشاة بعرض ٤م أربعة أمتار وطول الضلع يبدأ من الشرق باتجاه الغرب بزاوية ٩٢ بطول ٣٤,١٠م أربعة وثلاثون متراً وعشرة سنتمترات والمساحة الإجمالية (٩٦٢,٤٠م٢). [864, 745, 1049, 812]
coordinates-row [1270, 1156, 1439, 1172]
ad-paragraph: جنوباً: سقي بعرض ٢م ثم ملك سعيد ضيف الله زريبان السبيعي عبارة عن أرض بداخلها غرف شعبية والضلع يبدأ من الحد الغربي باتجاه الشرق بزاوية ٩٠ وبزاوية قفل ١٢٠ درجة من الحد الشمالي بطول ١٩,٠٥م والمساحة الإجمالية: ٢٣٦٣,٤٢م٢. [666, 213, 850, 294]
section-heading: المدينة المنورة [500, 496, 618, 516]
coordinates-row [1270, 1110, 1439, 1126]
ad-paragraph: •يعلن/ حسين بن عقيل بن حسن الحسني الزهراني عن فقدان شهادة ميلاد باسم/ حسام حسين عقيل الحسني الزهراني الصادرة من مستشفى قلوة العام فمن يجدها يسلمها إلى المستشفى مشكوراً. [666, 353, 850, 420]
plot-table-cell: ٦٥١٦٣,٩٥٠١ [353, 324, 403, 336]
plot-table-cell: ٦٥١٠٤١,٥٩ [356, 1177, 401, 1189]
ad-paragraph: •تقدم لإدارة الأحوال المدنيه بمنطقة نجران المواطن/ مساعد عوض مساعد المكرمه رقم السجل المدني ١٠٦٨١١٦٣٨١ رقم الحفيظه ٨٠٢٧٦ تاريخها ١٤٢٧/٥/١٠هـ المصدر نجران بطلب تعديل اسمه من: مساعد عوض مساعد المكرمه الى: مساعد عوض محمد مساعد فمن له معارضه على ذلك فليتقدم بمعارضته خلال شهر من تاريخ هذا الاعلان. [69, 1230, 254, 1354]
coordinate-value: E١٨٤٥٦٨,١٤٣ [1380, 1142, 1439, 1154]
plot-table-header-cell: شرقيات [288, 725, 328, 737]
plot-table-cell: ٢ [229, 758, 235, 770]
plot-table-cell: ٦٥١٠٤٥,٢٦ [157, 1144, 202, 1156]
coordinates-row [1270, 1094, 1439, 1110]
coordinate-value: N١٧٧٥٣٦١,٣١٦ [1269, 1096, 1335, 1107]
ad-paragraph: شمالاً: حدها ملك محمد بن عواد الحربي ثم يليه شارع ترابي بعرض ٦م وطول الضلع ٤٥,٣٠م خمسة وأربعون متراً وثلاثون سنتمتراً. [864, 934, 1049, 987]
column-3 [858, 163, 1057, 2127]
column-4 [659, 163, 858, 2127]
coordinate-value: N١٦٤٠٣٠,١٨ [1186, 395, 1240, 406]
plot-table-header [72, 710, 252, 741]
plot-table-header-cell: رقم القطعه [413, 1146, 448, 1174]
ad-paragraph: والمحكمة إذ تعلن للجميع فمن كان له معارضة فليتقدم بها إلى المحكمة خلال شهرين من تاريخه. [467, 369, 652, 409]
plot-table-cell: ٢٣٧٦٧٥٥,٠٤ [84, 758, 134, 770]
coordinate-value: N١٩٤٣١٩,٣٢ [474, 347, 529, 358]
plot-table-cell: ٢٣٧٦٧٥٥,٠٤ [84, 1128, 134, 1140]
ad-paragraph: •تعلن المحكمة العامة بالطائف الدائرة الحقوقية الثالثة بأنه تقدم إليها المواطن/ سعيد بن محمد بن سعيد القرشي بطلب صك حجة استحكام على أرضه السكنية الواقعة في حي القمرية بالطائف وحدودها وأطوالها كالآتي: شمالاً: يحدها شارع بعرض ١٠م عشرة أمتار وطول الضلع ٢٥,٣٠م. [467, 1076, 652, 1172]
plot-table-header [271, 275, 451, 306]
coordinate-value: N١٦٤٠٣٠,٢٨ [1186, 348, 1240, 360]
ad-paragraph: فعلى من له معارضه على هذا الطلب التقدم له للدائره خلال ستين يوما من تاريخ نشره [268, 346, 453, 372]
ad-paragraph: شرقاً: يحدها شارع متفاوت من عرض ٩,٥٠م تسعة أمتار وخمسين سنتمتراً إلى ٧,٥٠م سبعة أمتار وخمسين سنتمتراً وطول الضلع يبدأ من الشمال بزاوية ١٤٦ مائة وست وأربعين درجة باتجاه الجنوب بطول ٥٢م اثنان وخمسون متراً ثم ينكسر جنوب غرب بزاوية ١٣١ مائة وواحد وثلاثين درجة بطول ٥,٢٥م خمسة أمتار وخمسة وعشرون سنتمتراً. [1063, 164, 1248, 273]
coordinate-value: E٤١٢٤٢٨,٩٣ [591, 285, 644, 296]
plot-table-header [72, 1095, 252, 1126]
banner-rule-right [906, 134, 1451, 137]
plot-table-cell: ٢ [229, 1144, 235, 1156]
ad-paragraph: جنوبا يحده شارع عرض ١٠م يليه ارض فضاء بطول ٤٢,٨٥م [268, 1468, 453, 1494]
plot-table-row [271, 306, 451, 322]
ad-paragraph: فمن له معارضة فله تقديم اعتراضه إلى هذه المحكمة خلال شهرين من تاريخ الإعلان والله الموفق. [1262, 1196, 1446, 1235]
coordinates-row [1071, 331, 1240, 347]
ad-paragraph: فعلى من له معارضة في ذلك تقديم اعتراضه إلى هذه المحكمة خلال مدة أقصاها شهرين من تاريخ نشر هذا الإعلان وبعدها تستكمل المحكمة إجراءاتها النظامية والله الموفق. [666, 1382, 850, 1435]
coordinate-value: N١٦٤٠٣١,٩٤ [1186, 333, 1240, 344]
ad-paragraph: جنوبا يحده حوش ملك محمد عبد الوهاب القرني بطول ٤٥,٥٠م [69, 164, 254, 189]
ad-paragraph: الشمال: يحدها طريق الهجرة القديم وملك أحمد بن علي سعيد وملك علي بن راقد بطول يبدأ من الشرق باتجاه الغرب بطول ١٣,٥٨م ثم ينكسر شمال غرب بطول ٩,٤٧م ثم ينكسر جنوب غرب بزاوية ١٤٨ بطول ٤,٣٧م وإجمالي طول الضلع الشمالي ٦٠,١٦م ستون متراً وستة عشر سنتمتراً. [467, 164, 652, 259]
plot-table-cell: ٢٣٧٦٧٧٢,٣٤ [283, 757, 333, 769]
ad-paragraph: الرابعة: بيعت الجزء الجنوبي الغربي لمسجد الطريق مساحة ٢٤٥م من الجزء الشمالي الشرقي للأرض. [864, 388, 1049, 427]
column-7 [63, 163, 262, 2127]
plot-table-cell: ٦٥١٦٣,٩٥٠١ [154, 324, 204, 336]
ad-paragraph: •تعلن المحكمة العامة بأحد المسارحة بأنه تقدم لها المواطن/ أحمد بن محمد احمد خالد العبدلي سعودي الجنسية بموجب السجل المدني رقم (١٠٤٥٨٥٨٠٦٩٨) بطلب حجة استحكام على أرض سكنية تقع بقرية الحسيني داخل الحيز العمراني وحدودها وأطوالها كالآتي: شمالاً: يحدها شارع بعرض ٦م ستة أمتار ويليه ملك حسن محمد كريري وطول الضلع يبدأ من الشرق باتجاه الغرب بزاوية ١٣٣ بطول ٤٢,٧٠م اثنان وأربعون متراً وسبعون سنتمتراً باتجاه الجنوب الغربي. [1262, 1245, 1446, 1396]
ad-paragraph: •تعلن إدارة الأحوال المدنية في الباحة بأنه تقدم إليها المواطن/ علي بن أحمد بن علي الغامدي رقم السجل المدني ١٠٣٣٤٥٨٩٠١ رقم الحفيظة ٢٣٢٥٥٨ التاريخ ١٤٠٥/٣/٧هـ المصدر الباحة بطلب تعديل اسمه من: علي بن أحمد بن علي آل كدسه الغامدي إلى: علي بن أحمد بن علي الكدساني الغامدي فمن له معارضة على ذلك فليتقدم بمعارضته خلال شهر من تاريخ هذا الإعلان. [1063, 1628, 1248, 1752]
coordinates-row [1270, 1125, 1439, 1141]
ad-paragraph: •يعلن/ ماطر بن عايض الروقي عن فقدان لوحة سيارة رقم (أ ب د ٣٤٥٦) فعلى من يجدها يسلمها لأقرب إدارة مرور مشكوراً. [666, 1445, 850, 1484]
plot-table-row [72, 1127, 252, 1143]
plot-table-row [72, 322, 252, 338]
ad-paragraph: •تعلن كتابة عدل محافظة أضم للعموم عن فقدان صك شرعي رقم ٧٣ وتاريخ ١٣٩٩/٧/٥هـ العائد للمواطن/ عطية بن حامد المالكي فعلى من يجده يسلمه لمصدره وللإحاطة جرى النشر. [666, 801, 850, 868]
ad-paragraph: •تعلن المحكمه العامه بالطائف الدائره الانهائيه الثالثه (٣) انه تقدمت اليها المواطنه/ هيا لافي محمد العتيبي سجل مدني رقم ١٠٥٦٥٧٥٥٠٣٦ حال كونها اصليه عن نفسها بطلب حجة استحكام على العقار السكني الكائن بالطائف - ريحه وهو عباره عن حوش به غرف شعبيه والذي آل اليها بالشراء والاحياء الشرعي المعتبر من قبل عام ١٣٨٥هـ وحدوده واطواله كما يلي: [69, 816, 254, 940]
ad-paragraph: فمن له معارضة في ذلك فعليه تقديم اعتراضه إلى هذه المحكمة مدة أقصاها شهرين من تاريخ الإعلان. [864, 822, 1049, 861]
title-banner-row [63, 111, 1453, 159]
ad-paragraph: جنوباً: يحده طريق الملك فيصل بعرض ٣٠م بطول ٦٥,٢٠م خمسة وستون متراً وعشرون سنتمتراً ثم ينكسر شمالاً بزاوية ٩٤ درجة. [467, 1580, 652, 1620]
ad-paragraph: • تعلن سارة محمد احمد اسعد مواطنة تحمل هوية رقم ٢١٣٩٤٧٥٨٠٣ - العمل/ طبيبة بمستشفى الحرس الوطني - جدة عن رغبتها في تعديل اسمها من: سارة محمد احمد اسعد إلى: سارة محمد احمد عثمان وللعلم والاحاطة جرى النشر (جوال رقم ٠٥٣٧٧٤٧٢٢٥). [1262, 304, 1447, 399]
ad-paragraph: احداثيات الموقع كالتالي: [153, 689, 254, 701]
ad-paragraph: •يعلن مانع بن محمد بن هادي آل فطيح عن فقدان سجل تجاري رقم ٤٠٣٢٠٤٥٦٧٨ صادر من الطائف نشاط مقاولات عامة فعلى من يجده يسلمه لمصدره. [467, 1398, 652, 1452]
section-heading: مكة المكرمة [114, 1483, 210, 1503]
ad-paragraph: •تعلن المحكمة العامة بمكة المكرمة بأنه تقدم إليها المواطن/ شرف بن محمد الحسيني بطلب حجة استحكام على العقار السكني الكائن بحي الرصيفة بمكة المكرمة وهو عبارة عن دار للسكن والذي آل إليه بالشراء قبل عام ١٣٨٧هـ وحدوده واطواله كما يلي: شمالا يحده شارع عرض ٨م بطول ٢٢,٤٠م، جنوبا يحده ملك حامد اللحياني بطول ٢٢,١٥م، شرقا يحده ملك ورثة الشيبي بطول ١٧,٢٥م، غربا يحده ممر عرض ٤م بطول ١٧,٦٠م وبمجموع المساحة ٣٩٤,٦٨م٢ فعلى من له معارضة التقدم للمحكمة خلال شهرين من تاريخ نشره. [69, 1587, 254, 1767]
ad-paragraph: جنوباً: يحدها ملك عبدالله بن سعد الثقفي بطول ٢٥,١٠م خمسة وعشرون متراً وعشرة سنتمترات وعرض الشارع الفاصل ٦م. [467, 1181, 652, 1221]
ad-paragraph: شمالاً: بطول يبدأ من الشرق إلى الغرب بطول ٢٠,٣٠م عشرين متراً وثلاثين سنتمتراً وعبارة عن أرض زراعية يحدها ملك ورثة أحمد بن جمعان الغامدي. [1063, 1243, 1248, 1297]
ad-paragraph: •تعلن المحكمة العامة بالمذنب بأنه تقدم إليها المواطن/ سمير بن احمد بن علي بن مرضي الزهراني سجل مدني رقم ١٠٢٩٤٠٣٥٨٥ بطلب حجة استحكام على أرضه السكنية الواقعة في حي الملك فهد بالمذنب والتي آلت إليه بالشراء وحدودها وأطوالها وفق ما ورد بالرفع المساحي كالآتي: [864, 486, 1049, 595]
plot-table-cell: ١ [229, 1128, 235, 1140]
plot-table-header-cell: شرقيات [288, 277, 328, 288]
plot-table-cell: ٦٥١٠٤١,٥٩ [157, 1128, 202, 1140]
coordinate-value: N١٧٧٥٣٦١,٦٣٢ [1269, 1111, 1335, 1123]
masthead-right [1126, 57, 1449, 104]
coordinate-value: N١٧٧٥٤٨٣,٩٣٠ [1269, 1142, 1335, 1154]
coordinate-value: E٤١٢٤٢٩,٣٢ [591, 347, 644, 358]
ad-paragraph: •تقدم لإدارة الأحوال المدنية في عنيزة المواطن/ فهد بن محمد بن عبدالله الحربي رقم السجل المدني ١٠٤٥٨٥٩١٤٠٦ بطلب تعديل اسم عائلته من الحربي إلى المطيري فمن له معارضة على ذلك فليتقدم بمعارضته خلال شهر من تاريخ نشر هذا الإعلان وليكن معلوماً أنه بانقضاء المدة ستستكمل الإدارة إجراءاتها النظامية. [864, 1088, 1049, 1197]
ad-paragraph: غرباً: شارع مخطط بعرض ١٥م ويليه حسن علي مدخلي وطول الضلع يبدأ من الشمال إلى الجنوب بزاوية (٨٩) وطوله اثنان وأربعون متراً (٤٢م) والمساحة الإجمالية: ألف ومائتان وخمسة وسبعون متراً مربعاً (١٢٧٥م٢) فمن له معارضة فله تقديم اعتراضه خلال شهرين من تاريخه. [1063, 802, 1248, 898]
ad-paragraph: وبمجموع المساحه ١٢١٣,٤١م٢ [327, 1103, 453, 1115]
plot-table-header-cell: شماليات [159, 277, 200, 288]
footer-bar [63, 2128, 1453, 2195]
coordinates-row [475, 314, 644, 330]
plot-table-header-cell: شماليات [159, 1097, 200, 1109]
plot-table-cell: ٦٥١٠٤٥,٢٦ [356, 1193, 401, 1205]
ad-paragraph: جنوباً يحده حوش ملك محمد عبد الوهاب القرني بطول ٤٥,٥٠م [268, 164, 453, 189]
section-heading: الطائف [530, 1049, 589, 1069]
